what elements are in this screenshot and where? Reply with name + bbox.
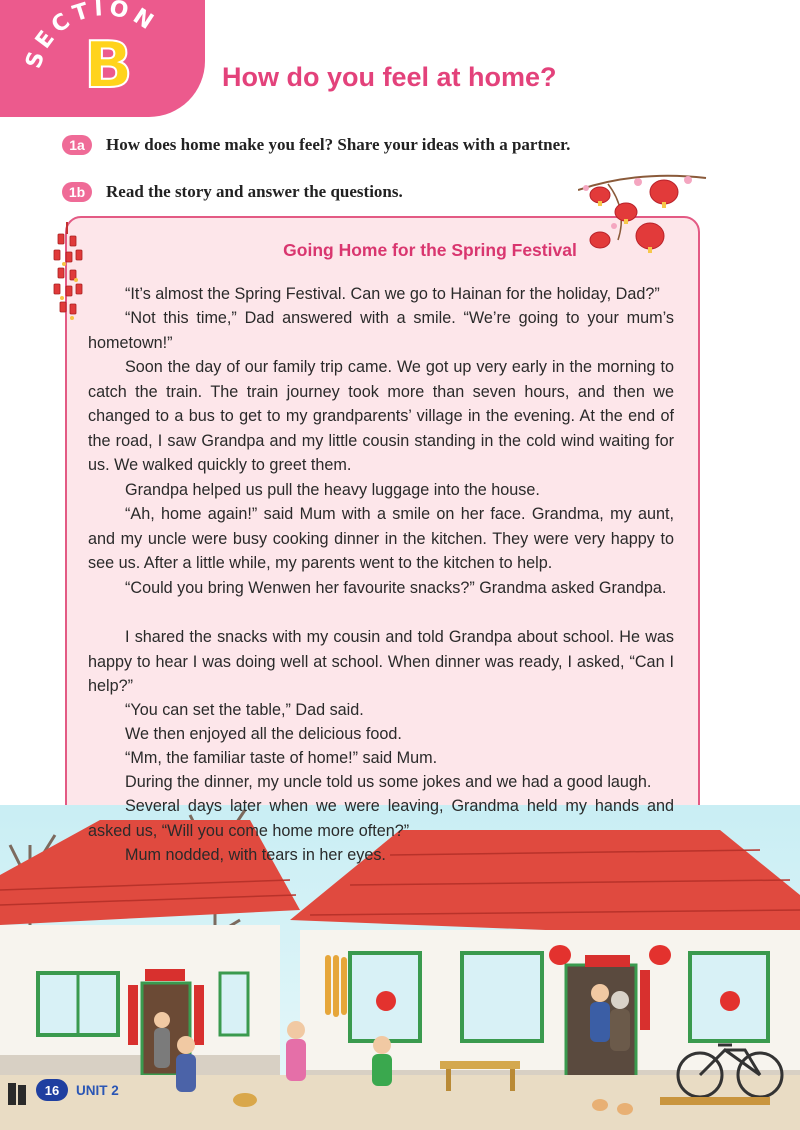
story-paragraph: “Not this time,” Dad answered with a smile. “We’re going to your mum’s hometown!” xyxy=(88,309,674,352)
section-badge xyxy=(0,0,205,117)
task-instruction: Read the story and answer the questions. xyxy=(106,182,403,201)
story-paragraph: I shared the snacks with my cousin and told Grandpa about school. He was happy to hear I was doing well at school. When dinner was ready, I asked, “Can I help?” xyxy=(88,628,674,695)
story-paragraph: Soon the day of our family trip came. We got up very early in the morning to catch the train. The train journey took more than seven hours, and then we changed to a bus to get to my grandparents’ village in the evening. At the end of the road, I saw Grandpa and my little cousin standing in the cold wind waiting for us. We walked quickly to greet them. xyxy=(88,358,674,474)
story-paragraph: “Could you bring Wenwen her favourite snacks?” Grandma asked Grandpa. xyxy=(125,579,667,597)
page-title: How do you feel at home? xyxy=(222,62,557,92)
story-paragraph: “It’s almost the Spring Festival. Can we go to Hainan for the holiday, Dad?” xyxy=(125,285,660,303)
story-paragraph: Mum nodded, with tears in her eyes. xyxy=(125,846,386,864)
story-paragraph: Grandpa helped us pull the heavy luggage into the house. xyxy=(125,481,540,499)
story-paragraph: We then enjoyed all the delicious food. xyxy=(125,725,402,743)
page-number: 16 xyxy=(36,1079,68,1101)
task-instruction: How does home make you feel? Share your ideas with a partner. xyxy=(106,135,571,154)
story-paragraph: During the dinner, my uncle told us some jokes and we had a good laugh. xyxy=(125,773,652,791)
story-paragraph: Several days later when we were leaving, Grandma held my hands and asked us, “Will you come home more often?” xyxy=(88,797,674,840)
story-paragraph: “You can set the table,” Dad said. xyxy=(125,701,364,719)
story-title: Going Home for the Spring Festival xyxy=(283,240,577,260)
section-word: SECTION xyxy=(21,0,162,72)
task-number: 1b xyxy=(62,182,92,202)
task-1b xyxy=(62,182,403,202)
firecracker-ornament-icon xyxy=(46,222,88,327)
unit-label: UNIT 2 xyxy=(76,1083,119,1098)
section-letter: B xyxy=(84,29,133,103)
story-paragraph: “Ah, home again!” said Mum with a smile on her face. Grandma, my aunt, and my uncle were busy cooking dinner in the kitchen. They were very happy to see us. After a little while, my parents went to the kitchen to help. xyxy=(88,505,674,572)
task-number: 1a xyxy=(62,135,92,155)
task-1a xyxy=(62,135,570,155)
story-paragraph: “Mm, the familiar taste of home!” said Mum. xyxy=(125,749,438,767)
